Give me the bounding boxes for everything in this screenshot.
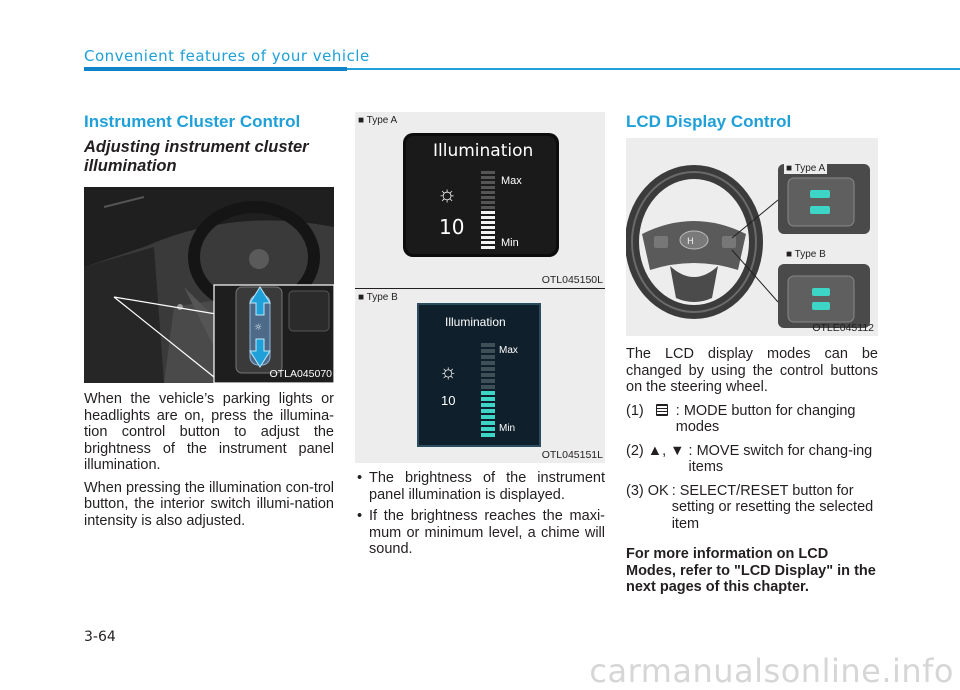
list-text: : MOVE switch for chang-ing items (688, 442, 873, 475)
intro-paragraph: The LCD display modes can be changed by using the control buttons on the steering wheel. (626, 346, 878, 395)
page-header-title: Convenient features of your vehicle (84, 47, 370, 65)
list-key: (1) (626, 403, 674, 436)
brightness-icon: ☼ (439, 361, 458, 383)
max-label: Max (499, 345, 518, 356)
section-heading: Instrument Cluster Control (84, 112, 301, 131)
brightness-icon: ☼ (437, 181, 458, 206)
header-rule-light (347, 68, 960, 70)
type-b-screen (417, 303, 541, 447)
paragraph: When pressing the illumination con-trol button, the interior switch illumi-nation intensity is also adjusted. (84, 479, 334, 529)
watermark: carmanualsonline.info (589, 652, 954, 690)
steering-wheel-illustration (626, 138, 878, 336)
list-text: : SELECT/RESET button for setting or resetting the selected item (671, 482, 874, 532)
dashboard-illustration (84, 187, 334, 383)
min-label: Min (501, 237, 519, 249)
dashboard-photo (84, 187, 334, 383)
steering-wheel-figure (626, 138, 878, 336)
figure-type-b (355, 289, 605, 463)
level-bar-filled (481, 211, 495, 251)
svg-text:H: H (687, 237, 694, 247)
list-item-mode (626, 403, 878, 436)
figure-type-a (355, 112, 605, 288)
figure-code: OTLE045112 (812, 322, 874, 334)
svg-text:☼: ☼ (254, 323, 263, 333)
mode-icon (656, 404, 668, 416)
column-instrument-cluster (84, 112, 334, 529)
list-text: : MODE button for changing modes (675, 402, 856, 435)
max-label: Max (501, 175, 522, 187)
figure-code: OTLA045070 (269, 368, 332, 380)
min-label: Min (499, 423, 516, 434)
level-bar-filled (481, 391, 495, 439)
column-illumination-display (355, 112, 605, 558)
page-number: 3-64 (84, 629, 116, 645)
list-key: (3) OK (626, 482, 669, 499)
type-a-label: ■ Type A (786, 163, 826, 174)
column-lcd-display (626, 112, 878, 596)
level-value: 10 (441, 393, 456, 408)
sub-heading: Adjusting instrument cluster illumination (84, 138, 309, 175)
type-a-screen (403, 133, 559, 257)
type-a-label: ■ Type A (358, 115, 398, 126)
section-heading: LCD Display Control (626, 112, 792, 131)
screen-title: Illumination (445, 315, 506, 329)
type-b-label: ■ Type B (358, 292, 398, 303)
bullet-item: • The brightness of the instrument panel illumination is displayed. (355, 470, 605, 503)
list-key: (2) ▲, ▼ (626, 442, 685, 459)
reference-note: For more information on LCD Modes, refer to "LCD Display" in the next pages of this chapter. (626, 546, 876, 595)
type-b-label: ■ Type B (786, 249, 826, 260)
list-item-move (626, 443, 878, 476)
bullet-item: • If the brightness reaches the maxi-mum or minimum level, a chime will sound. (355, 508, 605, 558)
level-value: 10 (439, 215, 465, 239)
screen-title: Illumination (433, 141, 534, 161)
figure-code: OTL045150L (541, 274, 603, 286)
header-rule-dark (84, 67, 347, 71)
paragraph: When the vehicle’s parking lights or headlights are on, press the illumina-tion control button to adjust the brightness of the instrument panel illumination. (84, 391, 334, 473)
list-item-ok (626, 483, 878, 533)
figure-code: OTL045151L (541, 449, 603, 461)
